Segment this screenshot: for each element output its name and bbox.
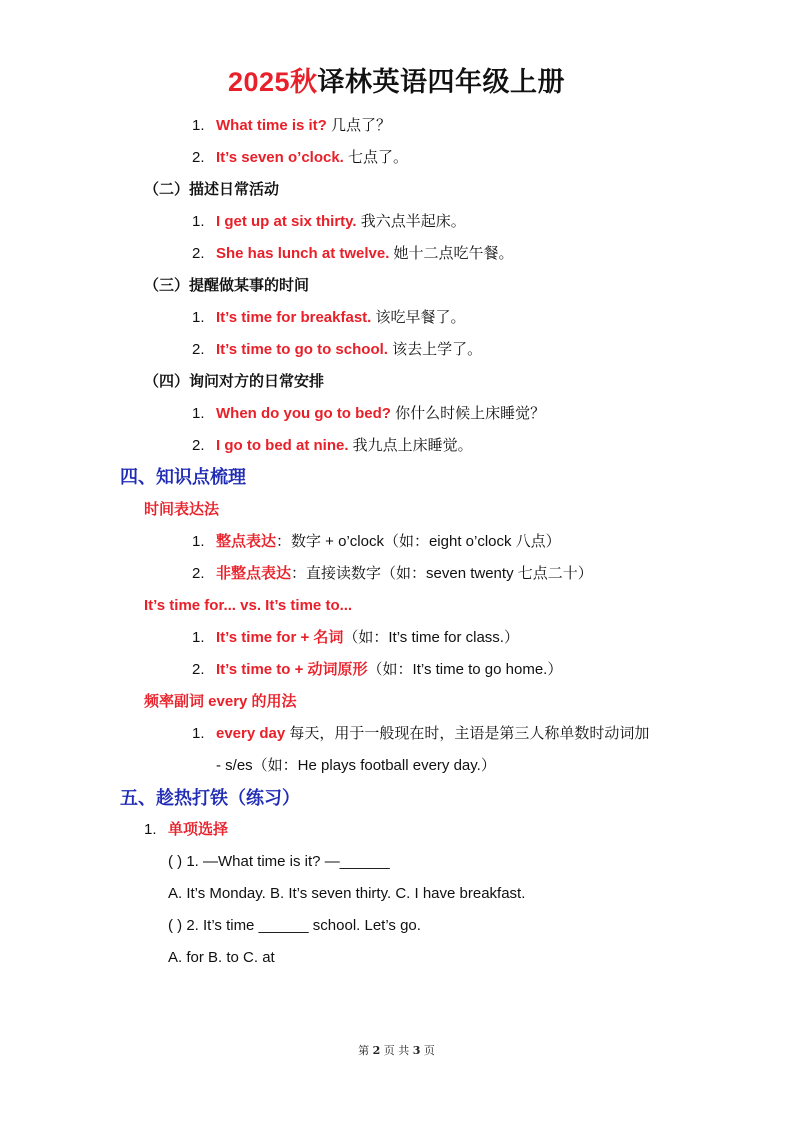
question-group-title — [144, 820, 228, 840]
list-item — [192, 724, 649, 744]
item-number: 2. — [192, 661, 205, 678]
section-heading: 五、趁热打铁（练习） — [120, 788, 300, 808]
list-item — [192, 532, 561, 552]
item-number: 2. — [192, 149, 205, 166]
question-options: A. for B. to C. at — [168, 949, 275, 966]
item-english: I go to bed at nine. — [216, 437, 349, 454]
item-text: ：直接读数字（如：seven twenty 七点二十） — [291, 565, 593, 582]
list-item — [192, 116, 391, 136]
item-text: 每天，用于一般现在时，主语是第三人称单数时动词加 — [285, 725, 650, 742]
question-text: ( ) 1. —What time is it? —______ — [168, 853, 390, 870]
topic-heading: It’s time for... vs. It’s time to... — [144, 597, 353, 614]
item-chinese: 你什么时候上床睡觉？ — [390, 405, 546, 422]
item-number: 1. — [192, 629, 205, 646]
item-number: 1. — [192, 725, 205, 742]
item-key: It’s time to + 动词原形 — [216, 661, 368, 678]
question-options: A. It’s Monday. B. It’s seven thirty. C. I have breakfast. — [168, 885, 526, 902]
list-item — [192, 436, 473, 456]
page-footer — [0, 1042, 793, 1058]
list-item — [192, 244, 514, 264]
item-text: （如：It’s time to go home.） — [367, 661, 563, 678]
title-rest: 译林英语四年级上册 — [317, 67, 566, 97]
item-chinese: 我六点半起床。 — [356, 213, 466, 230]
footer-text: 第 — [358, 1044, 373, 1057]
topic-heading: 频率副词 every 的用法 — [144, 693, 297, 710]
item-text: ：数字 + o’clock（如：eight o’clock 八点） — [276, 533, 561, 550]
item-chinese: 几点了？ — [326, 117, 392, 134]
item-number: 2. — [192, 437, 205, 454]
item-number: 2. — [192, 565, 205, 582]
item-key: It’s time for + 名词 — [216, 629, 344, 646]
list-item-continuation: - s/es（如：He plays football every day.） — [216, 757, 496, 774]
list-item — [192, 404, 545, 424]
list-item — [192, 628, 519, 648]
footer-total-pages: 3 — [412, 1044, 421, 1057]
item-english: It’s time for breakfast. — [216, 309, 372, 326]
item-text: （如：It’s time for class.） — [343, 629, 519, 646]
subsection-heading: （四）询问对方的日常安排 — [144, 373, 325, 390]
item-key: 非整点表达 — [216, 565, 292, 582]
list-item — [192, 660, 562, 680]
item-number: 1. — [192, 213, 205, 230]
title-year: 2025 — [227, 67, 291, 97]
item-number: 2. — [192, 245, 205, 262]
list-item — [192, 148, 408, 168]
item-number: 1. — [192, 533, 205, 550]
item-number: 2. — [192, 341, 205, 358]
item-number: 1. — [192, 405, 205, 422]
topic-heading: 时间表达法 — [144, 501, 220, 518]
footer-text: 页 — [420, 1044, 435, 1057]
item-number: 1. — [192, 309, 205, 326]
item-chinese: 该吃早餐了。 — [371, 309, 466, 326]
list-item — [192, 308, 466, 328]
subsection-heading: （三）提醒做某事的时间 — [144, 277, 310, 294]
item-chinese: 七点了。 — [343, 149, 409, 166]
footer-page-number: 2 — [372, 1044, 381, 1057]
item-number: 1. — [192, 117, 205, 134]
section-heading: 四、知识点梳理 — [120, 467, 246, 487]
question-text: ( ) 2. It’s time ______ school. Let’s go. — [168, 917, 421, 934]
item-number: 1. — [144, 821, 157, 838]
item-english: When do you go to bed? — [216, 405, 391, 422]
item-key: 整点表达 — [216, 533, 277, 550]
page-title — [0, 62, 793, 102]
item-chinese: 该去上学了。 — [387, 341, 483, 358]
item-english: She has lunch at twelve. — [216, 245, 390, 262]
list-item — [192, 564, 593, 584]
list-item — [192, 340, 482, 360]
item-english: It’s seven o’clock. — [216, 149, 344, 166]
list-item — [192, 212, 466, 232]
item-key: 单项选择 — [168, 821, 229, 838]
item-english: What time is it? — [216, 117, 327, 134]
title-season: 秋 — [290, 67, 318, 97]
item-chinese: 她十二点吃午餐。 — [389, 245, 514, 262]
footer-text: 页 共 — [380, 1044, 413, 1057]
item-key: every day — [216, 725, 286, 742]
item-chinese: 我九点上床睡觉。 — [348, 437, 473, 454]
item-english: I get up at six thirty. — [216, 213, 357, 230]
subsection-heading: （二）描述日常活动 — [144, 181, 280, 198]
item-english: It’s time to go to school. — [216, 341, 388, 358]
